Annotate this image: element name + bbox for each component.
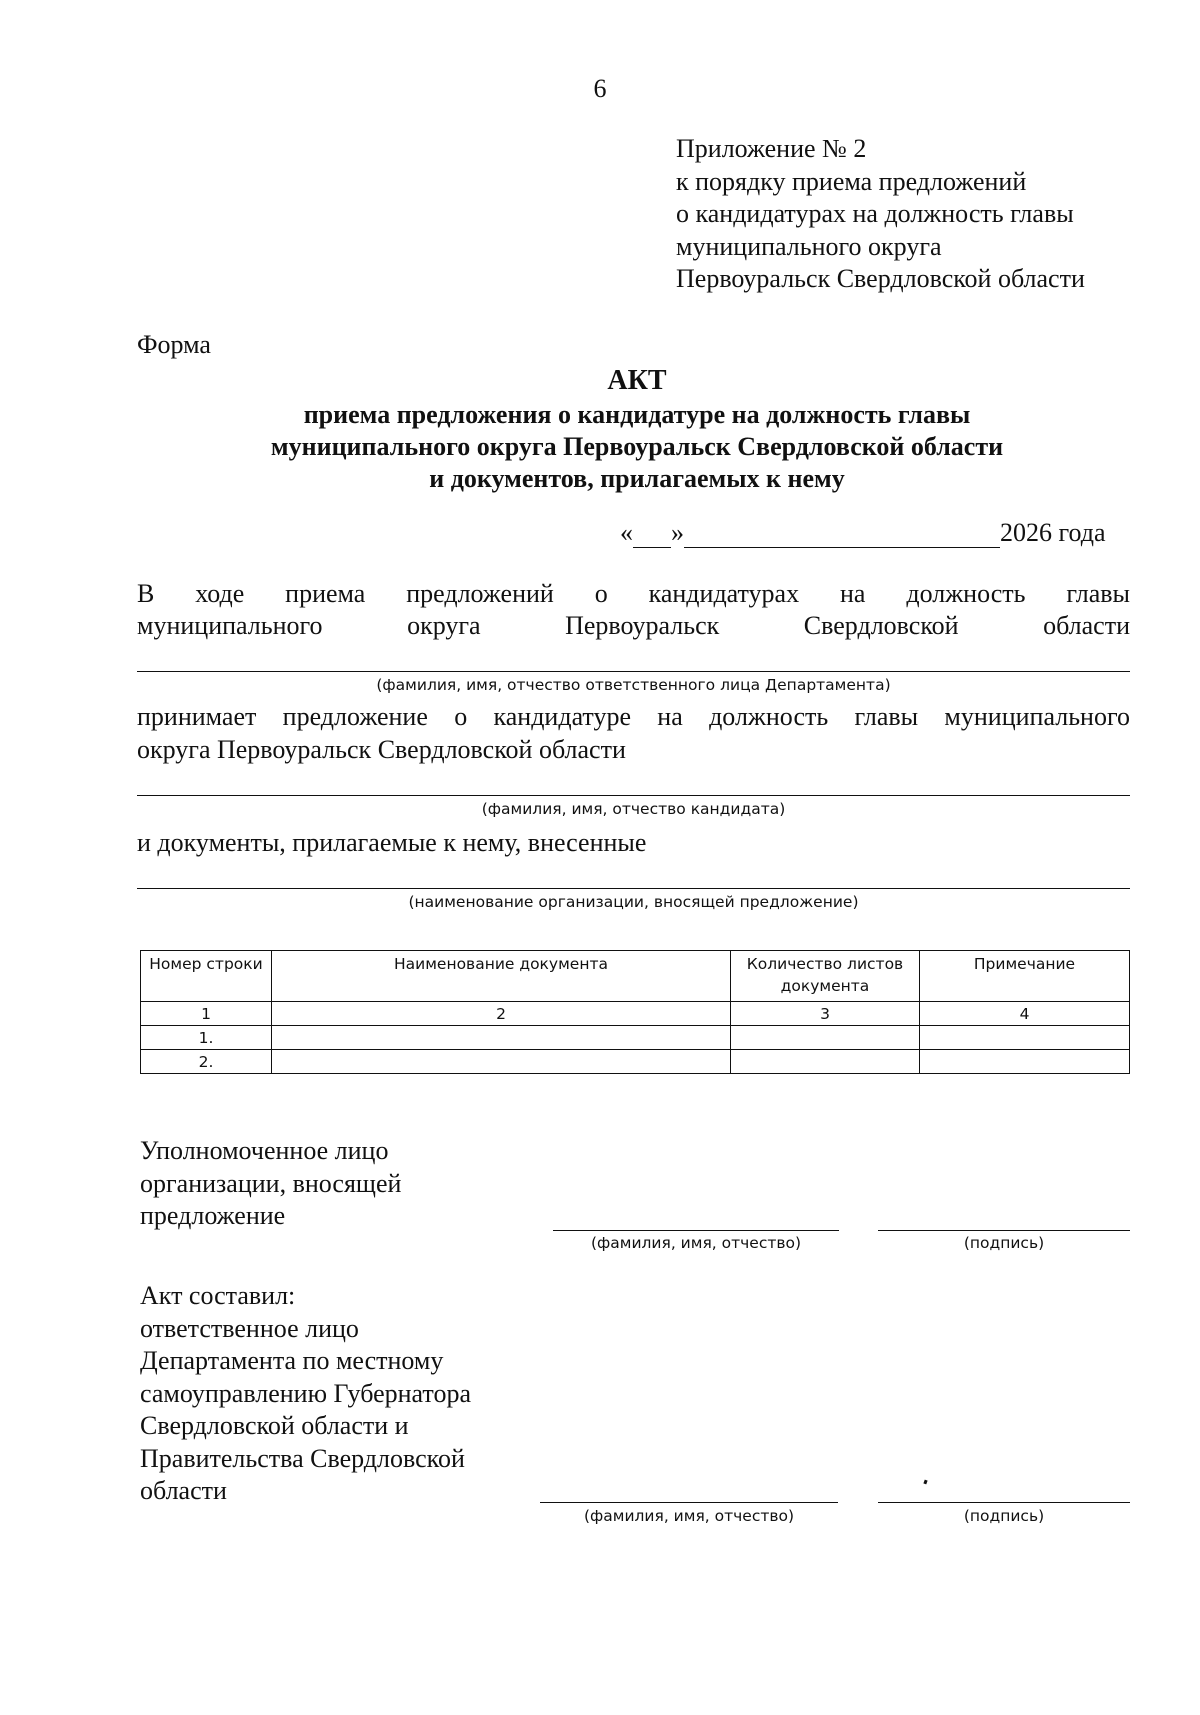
day-blank[interactable] bbox=[633, 525, 671, 548]
authorized-person-label bbox=[140, 1135, 401, 1233]
signature-label-line: организации, вносящей bbox=[140, 1168, 402, 1198]
ink-mark bbox=[923, 1480, 927, 1485]
annex-line: к порядку приема предложений bbox=[676, 166, 1027, 196]
table-numbering-row bbox=[141, 1002, 1130, 1026]
field-caption: (подпись) bbox=[963, 1234, 1045, 1252]
body-line: и документы, прилагаемые к нему, внесенные bbox=[137, 828, 647, 857]
official-name-blank[interactable] bbox=[137, 671, 1130, 672]
documents-table bbox=[140, 950, 1130, 1074]
body-line: В ходе приема предложений о кандидатурах на должность главы bbox=[137, 579, 1130, 608]
body-line: муниципального округа Первоуральск Свердловской области bbox=[137, 611, 1130, 640]
table-cell: 2. bbox=[141, 1050, 272, 1074]
table-header-cell: Наименование документа bbox=[272, 951, 731, 1002]
table-cell[interactable] bbox=[272, 1026, 731, 1050]
table-row bbox=[141, 1050, 1130, 1074]
signature-label-line: самоуправлению Губернатора bbox=[140, 1378, 471, 1408]
authorized-name-blank[interactable] bbox=[553, 1230, 839, 1231]
authorized-signature-blank[interactable] bbox=[878, 1230, 1130, 1231]
compiler-name-blank[interactable] bbox=[540, 1502, 838, 1503]
table-cell[interactable] bbox=[731, 1026, 920, 1050]
field-caption: (фамилия, имя, отчество) bbox=[590, 1234, 802, 1252]
body-line: принимает предложение о кандидатуре на должность главы муниципального bbox=[137, 702, 1130, 731]
table-header-cell: Примечание bbox=[920, 951, 1130, 1002]
compiler-signature-blank[interactable] bbox=[878, 1502, 1130, 1503]
page-number: 6 bbox=[593, 74, 607, 103]
document-title bbox=[137, 365, 1137, 495]
date-open-quote: « bbox=[620, 518, 633, 547]
date-line bbox=[620, 518, 1130, 548]
annex-block bbox=[676, 133, 1085, 296]
month-blank[interactable] bbox=[684, 525, 1000, 548]
candidate-name-blank[interactable] bbox=[137, 795, 1130, 796]
title-line: муниципального округа Первоуральск Свердловской области bbox=[270, 432, 1004, 461]
annex-line: Первоуральск Свердловской области bbox=[676, 264, 1085, 293]
field-caption: (фамилия, имя, отчество кандидата) bbox=[481, 800, 786, 818]
date-year: 2026 года bbox=[1000, 518, 1106, 547]
table-cell: 2 bbox=[272, 1002, 731, 1026]
field-caption: (фамилия, имя, отчество) bbox=[583, 1507, 795, 1525]
organization-name-blank[interactable] bbox=[137, 888, 1130, 889]
title-line: приема предложения о кандидатуре на должность главы bbox=[303, 400, 971, 429]
date-close-quote: » bbox=[671, 518, 684, 547]
field-caption: (фамилия, имя, отчество ответственного лица Департамента) bbox=[376, 676, 891, 694]
signature-label-line: ответственное лицо bbox=[140, 1313, 359, 1343]
title-line: и документов, прилагаемых к нему bbox=[429, 464, 845, 493]
field-caption: (подпись) bbox=[963, 1507, 1045, 1525]
title-line: АКТ bbox=[607, 365, 667, 396]
form-label: Форма bbox=[137, 330, 211, 359]
signature-label-line: области bbox=[140, 1476, 227, 1505]
annex-line: муниципального округа bbox=[676, 231, 942, 261]
signature-label-line: Свердловской области и bbox=[140, 1411, 409, 1440]
table-cell: 3 bbox=[731, 1002, 920, 1026]
field-caption: (наименование организации, вносящей предложение) bbox=[408, 893, 859, 911]
table-cell: 1. bbox=[141, 1026, 272, 1050]
table-cell[interactable] bbox=[272, 1050, 731, 1074]
table-cell[interactable] bbox=[920, 1026, 1130, 1050]
table-cell[interactable] bbox=[731, 1050, 920, 1074]
signature-label-line: предложение bbox=[140, 1201, 286, 1230]
body-line: округа Первоуральск Свердловской области bbox=[137, 735, 626, 764]
signature-label-line: Уполномоченное лицо bbox=[140, 1136, 389, 1165]
table-row bbox=[141, 1026, 1130, 1050]
table-cell: 1 bbox=[141, 1002, 272, 1026]
compiler-label bbox=[140, 1280, 471, 1508]
table-cell[interactable] bbox=[920, 1050, 1130, 1074]
table-header-cell: Количество листов документа bbox=[731, 951, 920, 1002]
signature-label-line: Департамента по местному bbox=[140, 1346, 444, 1375]
annex-line: Приложение № 2 bbox=[676, 134, 867, 163]
signature-label-line: Правительства Свердловской bbox=[140, 1443, 465, 1473]
annex-line: о кандидатурах на должность главы bbox=[676, 199, 1074, 228]
table-cell: 4 bbox=[920, 1002, 1130, 1026]
signature-label-line: Акт составил: bbox=[140, 1281, 296, 1310]
table-header-cell: Номер строки bbox=[141, 951, 272, 1002]
